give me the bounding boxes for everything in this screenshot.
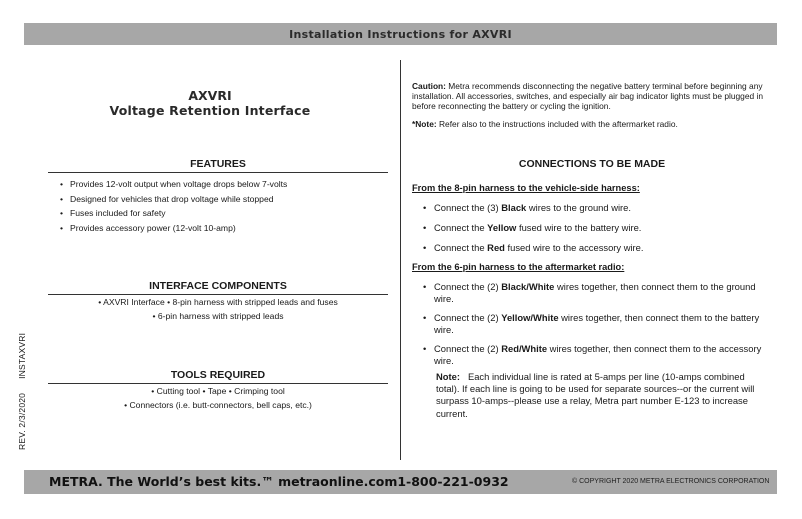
note-label: *Note: (412, 119, 437, 129)
current-note-label: Note: (436, 371, 460, 382)
document-title (60, 88, 360, 118)
components-heading: INTERFACE COMPONENTS (48, 280, 388, 295)
product-name: Voltage Retention Interface (109, 103, 311, 118)
features-list (60, 177, 287, 235)
product-code: AXVRI (188, 88, 232, 103)
note-body: Refer also to the instructions included with the aftermarket radio. (436, 119, 678, 129)
list-item: • Fuses included for safety (60, 206, 287, 221)
connections-heading: CONNECTIONS TO BE MADE (518, 158, 666, 170)
components-line: • AXVRI Interface • 8-pin harness with stripped leads and fuses (98, 297, 338, 307)
tools-heading: TOOLS REQUIRED (48, 369, 388, 384)
current-note-body: Each individual line is rated at 5-amps per line (10-amps combined total). If each line is going to be used for separate sources--or the current will surpass 10-amps--please use a relay, Metra part number E-123 to increase current. (436, 371, 755, 419)
list-item: • Provides 12-volt output when voltage drops below 7-volts (60, 177, 287, 192)
harness-8pin-list (423, 202, 768, 261)
revision-label (17, 319, 27, 450)
current-note (436, 371, 766, 420)
list-item: • Designed for vehicles that drop voltage while stopped (60, 192, 287, 207)
footer-copyright: © COPYRIGHT 2020 METRA ELECTRONICS CORPORATION (572, 478, 770, 485)
list-item: • Connect the (2) Black/White wires together, then connect them to the ground wire. (423, 281, 768, 305)
header-title: Installation Instructions for AXVRI (289, 27, 512, 41)
caution-label: Caution: (412, 81, 446, 91)
features-heading: FEATURES (48, 158, 388, 173)
column-divider (400, 60, 401, 460)
list-item: • Connect the (2) Yellow/White wires together, then connect them to the battery wire. (423, 312, 768, 336)
tools-line: • Cutting tool • Tape • Crimping tool (151, 386, 285, 396)
list-item: • Provides accessory power (12-volt 10-amp) (60, 221, 287, 236)
list-item: • Connect the (2) Red/White wires together, then connect them to the accessory wire. (423, 343, 768, 367)
footer-brand: METRA. The World’s best kits.™ metraonline.com1-800-221-0932 (49, 474, 509, 489)
caution-text (412, 81, 768, 111)
revision-date: REV. 2/3/2020 (17, 392, 27, 450)
components-line: • 6-pin harness with stripped leads (152, 310, 284, 321)
list-item: • Connect the (3) Black wires to the ground wire. (423, 202, 768, 214)
list-item: • Connect the Red fused wire to the accessory wire. (423, 242, 768, 254)
header-bar (24, 23, 777, 45)
components-list (48, 296, 388, 323)
list-item: • Connect the Yellow fused wire to the battery wire. (423, 222, 768, 234)
tools-line: • Connectors (i.e. butt-connectors, bell caps, etc.) (124, 399, 312, 410)
document-code: INSTAXVRI (17, 332, 27, 379)
harness-8pin-heading: From the 8-pin harness to the vehicle-side harness: (412, 183, 640, 193)
tools-list (48, 385, 388, 412)
harness-6pin-list (423, 281, 768, 374)
footer-bar (24, 470, 777, 494)
harness-6pin-heading: From the 6-pin harness to the aftermarket radio: (412, 262, 625, 272)
caution-body: Metra recommends disconnecting the negative battery terminal before beginning any installation. All accessories, switches, and especially air bag indicator lights must be plugged in before reconnecting the battery or cycling the ignition. (412, 81, 764, 111)
note-reference (412, 119, 768, 129)
